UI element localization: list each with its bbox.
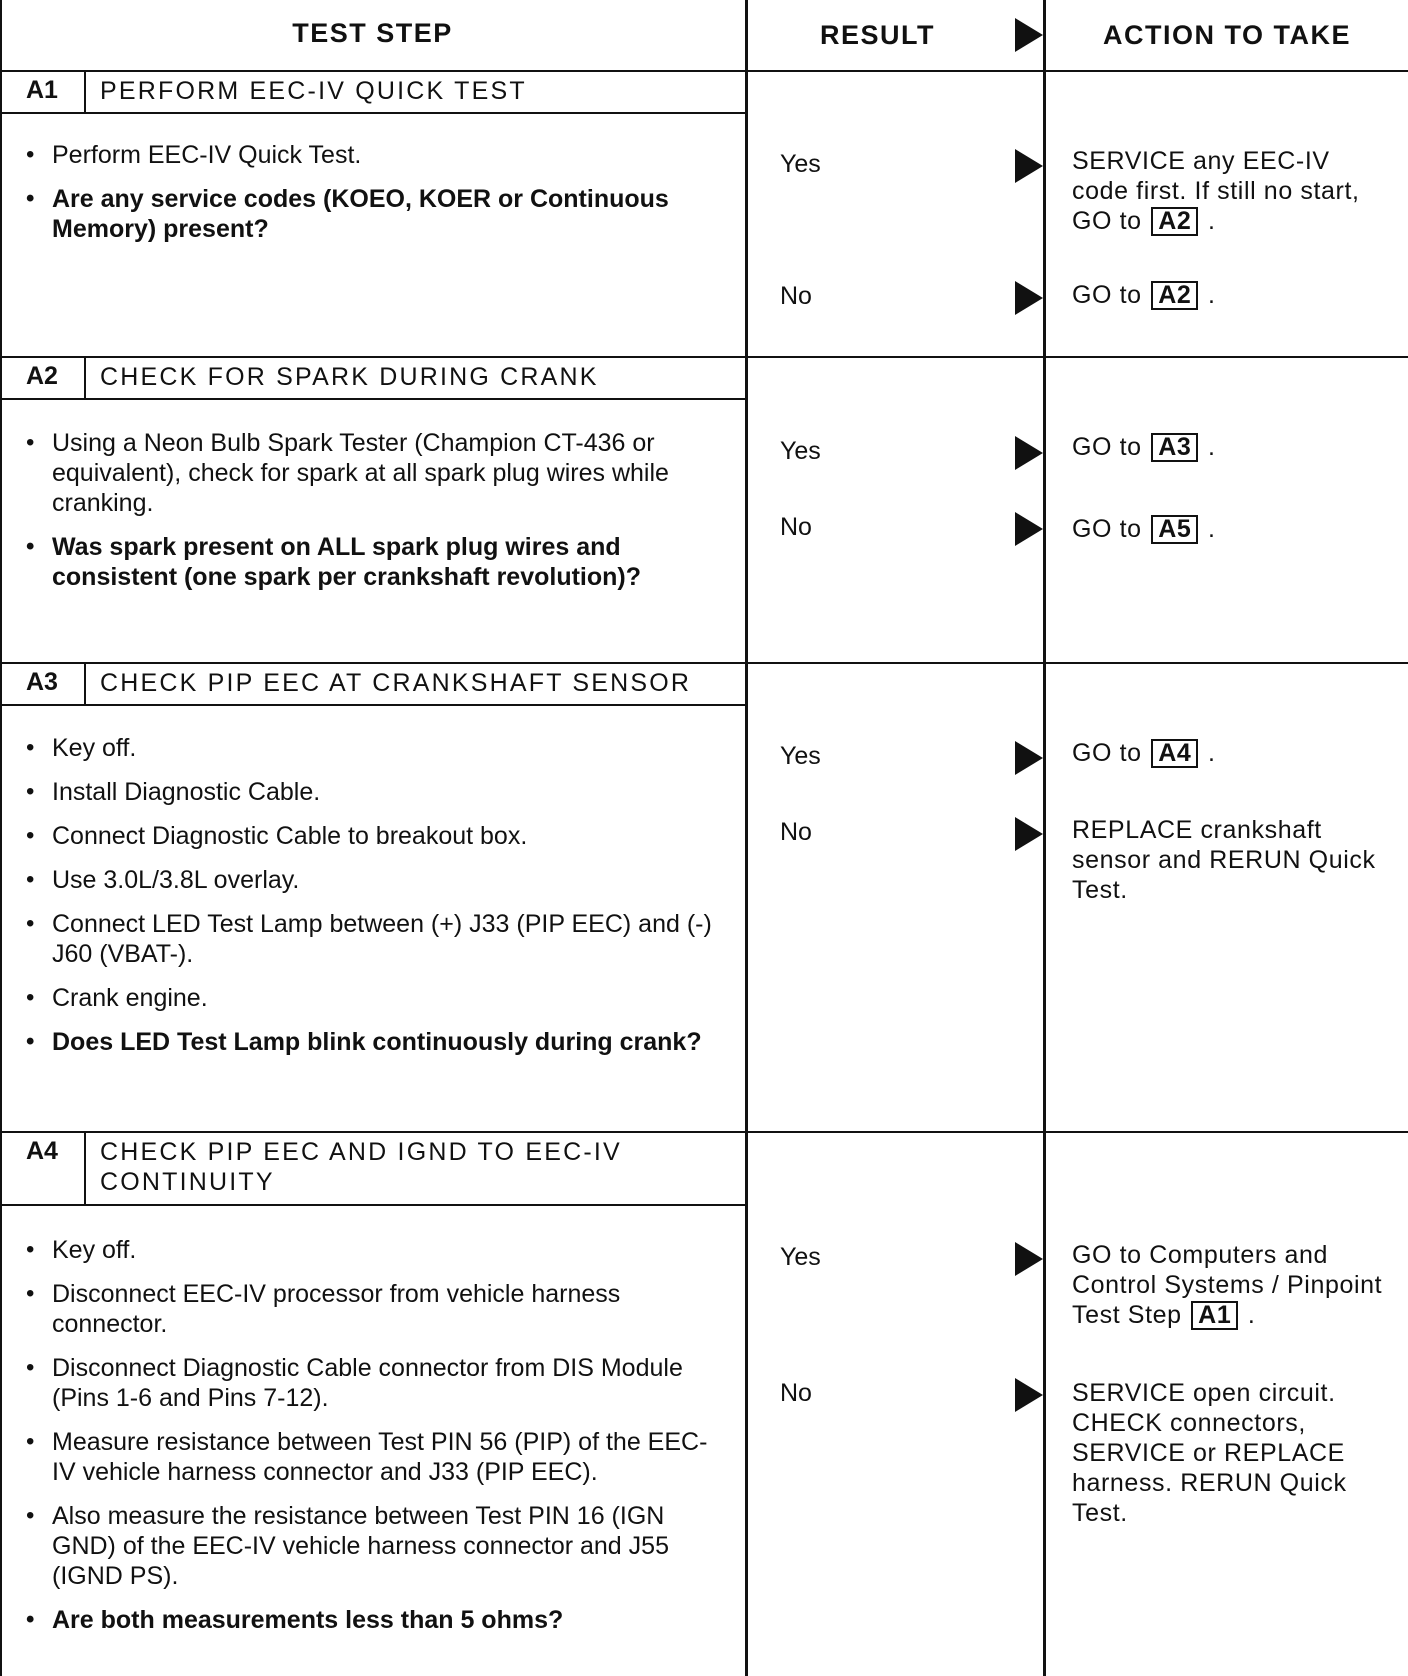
col-divider-2 bbox=[1043, 0, 1046, 1676]
step-question: • Does LED Test Lamp blink continuously during crank? bbox=[22, 1027, 722, 1057]
step-title-underline bbox=[0, 398, 745, 400]
step-instructions bbox=[22, 733, 722, 1071]
result-no: No bbox=[780, 1379, 812, 1407]
result-yes: Yes bbox=[780, 1243, 821, 1271]
instruction-item: • Connect LED Test Lamp between (+) J33 (PIP EEC) and (-) J60 (VBAT-). bbox=[22, 909, 722, 969]
result-no: No bbox=[780, 818, 812, 846]
step-title-underline bbox=[0, 112, 745, 114]
step-instructions bbox=[22, 1235, 722, 1649]
action-text bbox=[1072, 1378, 1387, 1528]
action-text bbox=[1072, 280, 1387, 310]
result-arrow-icon bbox=[1015, 741, 1043, 775]
step-question: • Was spark present on ALL spark plug wires and consistent (one spark per crankshaft revolution)? bbox=[22, 532, 722, 592]
result-arrow-icon bbox=[1015, 817, 1043, 851]
action-tail: . bbox=[1200, 515, 1216, 543]
action-label: GO to bbox=[1072, 515, 1150, 543]
step-id-divider bbox=[84, 1131, 86, 1204]
step-reference-box: A2 bbox=[1151, 207, 1198, 236]
step-separator bbox=[0, 70, 1408, 72]
step-question: • Are both measurements less than 5 ohms? bbox=[22, 1605, 722, 1635]
instruction-item: • Measure resistance between Test PIN 56 (PIP) of the EEC-IV vehicle harness connector and J33 (PIP EEC). bbox=[22, 1427, 722, 1487]
action-tail: . bbox=[1240, 1301, 1256, 1329]
instruction-item: • Disconnect EEC-IV processor from vehicle harness connector. bbox=[22, 1279, 722, 1339]
action-text bbox=[1072, 432, 1387, 462]
header-arrow-icon bbox=[1015, 18, 1043, 52]
action-label: REPLACE crankshaft sensor and RERUN Quick Test. bbox=[1072, 816, 1376, 904]
action-tail: . bbox=[1200, 739, 1216, 767]
step-reference-box: A5 bbox=[1151, 515, 1198, 544]
step-title: PERFORM EEC-IV QUICK TEST bbox=[100, 77, 527, 105]
step-instructions bbox=[22, 140, 722, 258]
step-separator bbox=[0, 662, 1408, 664]
header-test-step: TEST STEP bbox=[292, 18, 453, 48]
header-result: RESULT bbox=[820, 20, 935, 50]
action-label: GO to bbox=[1072, 739, 1150, 767]
step-reference-box: A3 bbox=[1151, 433, 1198, 462]
result-no: No bbox=[780, 513, 812, 541]
instruction-item: • Install Diagnostic Cable. bbox=[22, 777, 722, 807]
step-reference-box: A4 bbox=[1151, 739, 1198, 768]
step-id-divider bbox=[84, 70, 86, 112]
result-arrow-icon bbox=[1015, 512, 1043, 546]
step-separator bbox=[0, 1131, 1408, 1133]
instruction-item: • Key off. bbox=[22, 733, 722, 763]
instruction-item: • Disconnect Diagnostic Cable connector from DIS Module (Pins 1-6 and Pins 7-12). bbox=[22, 1353, 722, 1413]
step-title: CHECK FOR SPARK DURING CRANK bbox=[100, 363, 599, 391]
step-separator bbox=[0, 356, 1408, 358]
result-arrow-icon bbox=[1015, 436, 1043, 470]
result-yes: Yes bbox=[780, 742, 821, 770]
result-arrow-icon bbox=[1015, 281, 1043, 315]
col-divider-1 bbox=[745, 0, 748, 1676]
action-text bbox=[1072, 815, 1387, 905]
result-arrow-icon bbox=[1015, 1242, 1043, 1276]
step-id-divider bbox=[84, 662, 86, 704]
step-instructions bbox=[22, 428, 722, 606]
action-tail: . bbox=[1200, 207, 1216, 235]
instruction-item: • Use 3.0L/3.8L overlay. bbox=[22, 865, 722, 895]
step-id-divider bbox=[84, 356, 86, 398]
step-reference-box: A2 bbox=[1151, 281, 1198, 310]
result-yes: Yes bbox=[780, 150, 821, 178]
step-reference-box: A1 bbox=[1191, 1301, 1238, 1330]
instruction-item: • Key off. bbox=[22, 1235, 722, 1265]
action-label: GO to bbox=[1072, 433, 1150, 461]
instruction-item: • Using a Neon Bulb Spark Tester (Champion CT-436 or equivalent), check for spark at all spark plug wires while cranking. bbox=[22, 428, 722, 518]
action-label: GO to Computers and Control Systems / Pinpoint Test Step bbox=[1072, 1241, 1383, 1329]
step-id: A2 bbox=[26, 362, 58, 390]
action-text bbox=[1072, 1240, 1387, 1330]
step-title-underline bbox=[0, 704, 745, 706]
step-title-underline bbox=[0, 1204, 745, 1206]
step-title: CHECK PIP EEC AND IGND TO EEC-IV CONTINUITY bbox=[100, 1138, 622, 1196]
result-arrow-icon bbox=[1015, 1378, 1043, 1412]
step-id: A1 bbox=[26, 76, 58, 104]
action-tail: . bbox=[1200, 433, 1216, 461]
action-tail: . bbox=[1200, 281, 1216, 309]
step-id: A4 bbox=[26, 1137, 58, 1165]
instruction-item: • Also measure the resistance between Test PIN 16 (IGN GND) of the EEC-IV vehicle harness connector and J55 (IGND PS). bbox=[22, 1501, 722, 1591]
action-label: GO to bbox=[1072, 281, 1150, 309]
action-label: SERVICE any EEC-IV code first. If still no start, GO to bbox=[1072, 147, 1360, 235]
result-arrow-icon bbox=[1015, 149, 1043, 183]
step-id: A3 bbox=[26, 668, 58, 696]
instruction-item: • Perform EEC-IV Quick Test. bbox=[22, 140, 722, 170]
top-left-border bbox=[0, 0, 2, 1676]
header-action: ACTION TO TAKE bbox=[1103, 20, 1351, 50]
action-label: SERVICE open circuit. CHECK connectors, SERVICE or REPLACE harness. RERUN Quick Test. bbox=[1072, 1379, 1347, 1527]
result-no: No bbox=[780, 282, 812, 310]
action-text bbox=[1072, 514, 1387, 544]
step-title: CHECK PIP EEC AT CRANKSHAFT SENSOR bbox=[100, 669, 692, 697]
action-text bbox=[1072, 146, 1387, 236]
result-yes: Yes bbox=[780, 437, 821, 465]
action-text bbox=[1072, 738, 1387, 768]
instruction-item: • Connect Diagnostic Cable to breakout box. bbox=[22, 821, 722, 851]
instruction-item: • Crank engine. bbox=[22, 983, 722, 1013]
step-question: • Are any service codes (KOEO, KOER or Continuous Memory) present? bbox=[22, 184, 722, 244]
